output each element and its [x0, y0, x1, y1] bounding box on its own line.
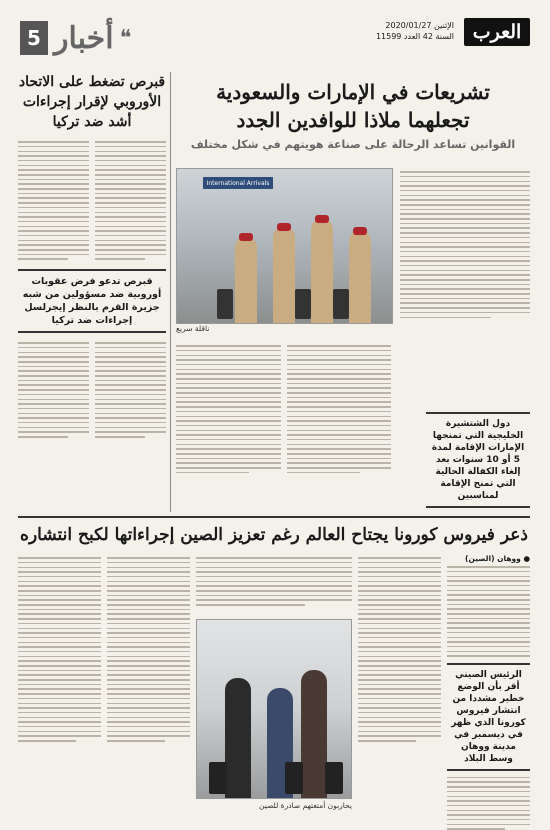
text-column: [447, 554, 530, 812]
text-column: [18, 554, 101, 812]
speech-bubble-icon: ❝: [119, 25, 132, 51]
airport-travelers-photo: [196, 619, 352, 799]
left-story-body: [18, 138, 166, 263]
left-story-headline: قبرص تضغط على الاتحاد الأوروبي لإقرار إجراءات أشد ضد تركيا: [18, 74, 166, 130]
left-story: [18, 72, 166, 512]
bottom-story: [18, 522, 530, 812]
left-story-pull-quote: قبرص تدعو فرض عقوبات أوروبية ضد مسؤولين من شبه جزيرة القرم بالنظر إيجرلسل إجراءات ضد تركيا: [18, 269, 166, 333]
bottom-story-headline: ذعر فيروس كورونا يجتاح العالم رغم تعزيز الصين إجراءاتها لكبح انتشاره: [20, 525, 528, 545]
main-story: [176, 72, 530, 512]
text-column: [18, 339, 89, 441]
text-column: [107, 554, 190, 812]
main-story-body-lower: [176, 342, 391, 476]
main-story-headline: [176, 78, 530, 134]
horizontal-rule: [18, 516, 530, 518]
column-divider: [170, 72, 171, 512]
text-column: [18, 138, 89, 263]
main-story-pull-quote: دول الشتشيرة الخليجية التي تمنحها الإمارات الإقامة لمدة 5 أو 10 سنوات بعد إلغاء الكفالة الحالية التي تمنح الإقامة لمناسبين: [426, 412, 530, 508]
section-badge: [20, 18, 170, 58]
bottom-story-pull-quote: الرئيس الصيني أقر بأن الوضع خطير مشددا من انتشار فيروس كورونا الذي ظهر في ديسمبر في مدينة ووهان وسط البلاد: [447, 663, 530, 771]
issue-meta: [376, 20, 454, 42]
section-title: أخبار: [54, 20, 114, 56]
main-story-body-right: [400, 168, 530, 321]
photo-caption: يحاربون أمتعتهم صادرة للصين: [259, 800, 352, 810]
photo-column: [196, 554, 352, 812]
photo-caption: ناقلة سريع: [176, 324, 210, 333]
text-column: [358, 554, 441, 812]
main-headline-line-2: تجعلهما ملاذا للوافدين الجدد: [236, 108, 470, 132]
page-number: 5: [20, 21, 48, 55]
arrivals-photo: [176, 168, 393, 324]
newspaper-logo: العرب: [464, 18, 530, 46]
text-column: [95, 339, 166, 441]
date-line: الإثنين 2020/01/27: [385, 21, 454, 30]
left-story-body-lower: [18, 339, 166, 441]
byline: ● ووهان (الصين): [465, 554, 530, 563]
issue-line: السنة 42 العدد 11599: [375, 32, 454, 41]
main-headline-line-1: تشريعات في الإمارات والسعودية: [216, 80, 490, 104]
masthead: [20, 18, 530, 64]
text-column: [95, 138, 166, 263]
arrivals-sign: International Arrivals: [203, 177, 273, 189]
main-story-subheadline: القوانين تساعد الرحالة على صناعة هويتهم في شكل مختلف: [190, 138, 516, 151]
